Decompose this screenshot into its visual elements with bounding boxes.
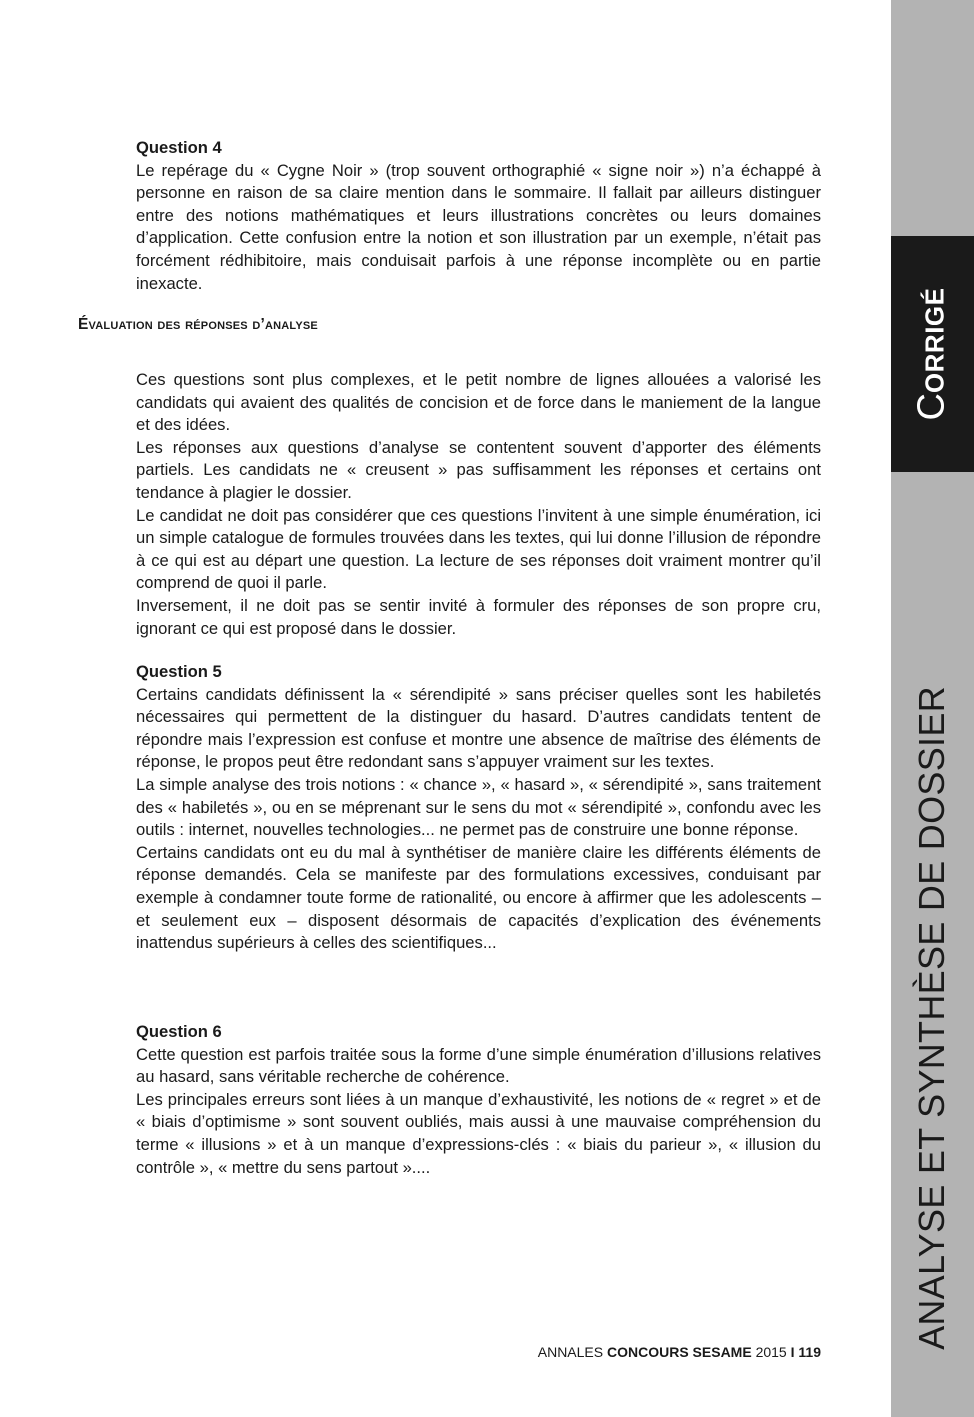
question-6-title: Question 6: [136, 1022, 222, 1041]
question-6-paragraph: Les principales erreurs sont liées à un manque d’exhaustivité, les notions de « regret » et de « biais d’optimisme » sont souvent oubliés, mais aussi à une mauvaise compréhension du terme « illusions » et à un manque d’expressions-clés : « biais du parieur », « illusion du contrôle », « mettre du sens partout »....: [136, 1089, 821, 1177]
question-6-paragraph: Cette question est parfois traitée sous la forme d’une simple énumération d’illusions relatives au hasard, sans véritable recherche de cohérence.: [136, 1044, 821, 1087]
question-5-title: Question 5: [136, 662, 222, 681]
footer-separator: I: [790, 1344, 795, 1360]
question-5-paragraph: Certains candidats ont eu du mal à synthétiser de manière claire les différents éléments de réponse demandés. Cela se manifeste par des formulations excessives, conduisant par exemple à condamner toute forme de rationalité, ou encore à affirmer que les adolescents – et seulement eux – disposent désormais de capacités d’explication des événements inattendus supérieurs à celles des scientifiques...: [136, 842, 821, 953]
section-heading: Évaluation des réponses d’analyse: [78, 316, 318, 333]
question-6-block: [136, 1021, 821, 1179]
corrige-rest: ORRIGÉ: [919, 287, 950, 394]
footer-concours: CONCOURS SESAME: [607, 1344, 752, 1360]
question-4-text: Le repérage du « Cygne Noir » (trop souvent orthographié « signe noir ») n’a échappé à personne en raison de sa claire mention dans le sommaire. Il fallait par ailleurs distinguer entre des notions mathématiques et leurs illustrations concrètes ou leurs domaines d’application. Cette confusion entre la notion et son illustration par un exemple, n’était pas forcément rédhibitoire, mais conduisait parfois à une réponse incomplète ou en partie inexacte.: [136, 160, 821, 293]
page-number: 119: [798, 1344, 821, 1360]
sidebar-corrige-label: [911, 287, 954, 420]
section-intro-block: [136, 369, 821, 640]
question-5-paragraph: La simple analyse des trois notions : « chance », « hasard », « sérendipité », sans traitement des « habiletés », ou en se méprenant sur le sens du mot « sérendipité », confondu avec les outils : internet, nouvelles technologies... ne permet pas de construire une bonne réponse.: [136, 774, 821, 840]
footer-year: 2015: [755, 1344, 787, 1360]
footer-annales: ANNALES: [537, 1344, 604, 1360]
sidebar-section-title: ANALYSE ET SYNTHÈSE DE DOSSIER: [911, 686, 952, 1350]
question-5-paragraph: Certains candidats définissent la « sérendipité » sans préciser quelles sont les habiletés nécessaires qui permettent de la distinguer du hasard. D’autres candidats tentent de répondre mais l’expression est confuse et montre une absence de maîtrise des éléments de réponse, le propos peut être redondant sans s’appuyer vraiment sur les textes.: [136, 684, 821, 772]
question-4-block: [136, 137, 821, 295]
page-footer: [538, 1344, 821, 1360]
section-paragraph: Les réponses aux questions d’analyse se contentent souvent d’apporter des éléments partiels. Les candidats ne « creusent » pas suffisamment les réponses et certains ont tendance à plagier le dossier.: [136, 437, 821, 502]
question-5-block: [136, 661, 821, 955]
section-paragraph: Inversement, il ne doit pas se sentir invité à formuler des réponses de son propre cru, ignorant ce qui est proposé dans le dossier.: [136, 595, 821, 638]
question-4-title: Question 4: [136, 138, 222, 157]
corrige-initial: C: [910, 393, 953, 421]
section-paragraph: Ces questions sont plus complexes, et le petit nombre de lignes allouées a valorisé les candidats qui avaient des qualités de concision et de force dans le maniement de la langue et des idées.: [136, 370, 821, 435]
section-paragraph: Le candidat ne doit pas considérer que ces questions l’invitent à une simple énumération, ici un simple catalogue de formules trouvées dans les textes, qui lui donne l’illusion de répondre à ce qui est au départ une question. La lecture de ses réponses doit vraiment montrer qu’il comprend de quoi il parle.: [136, 505, 821, 593]
